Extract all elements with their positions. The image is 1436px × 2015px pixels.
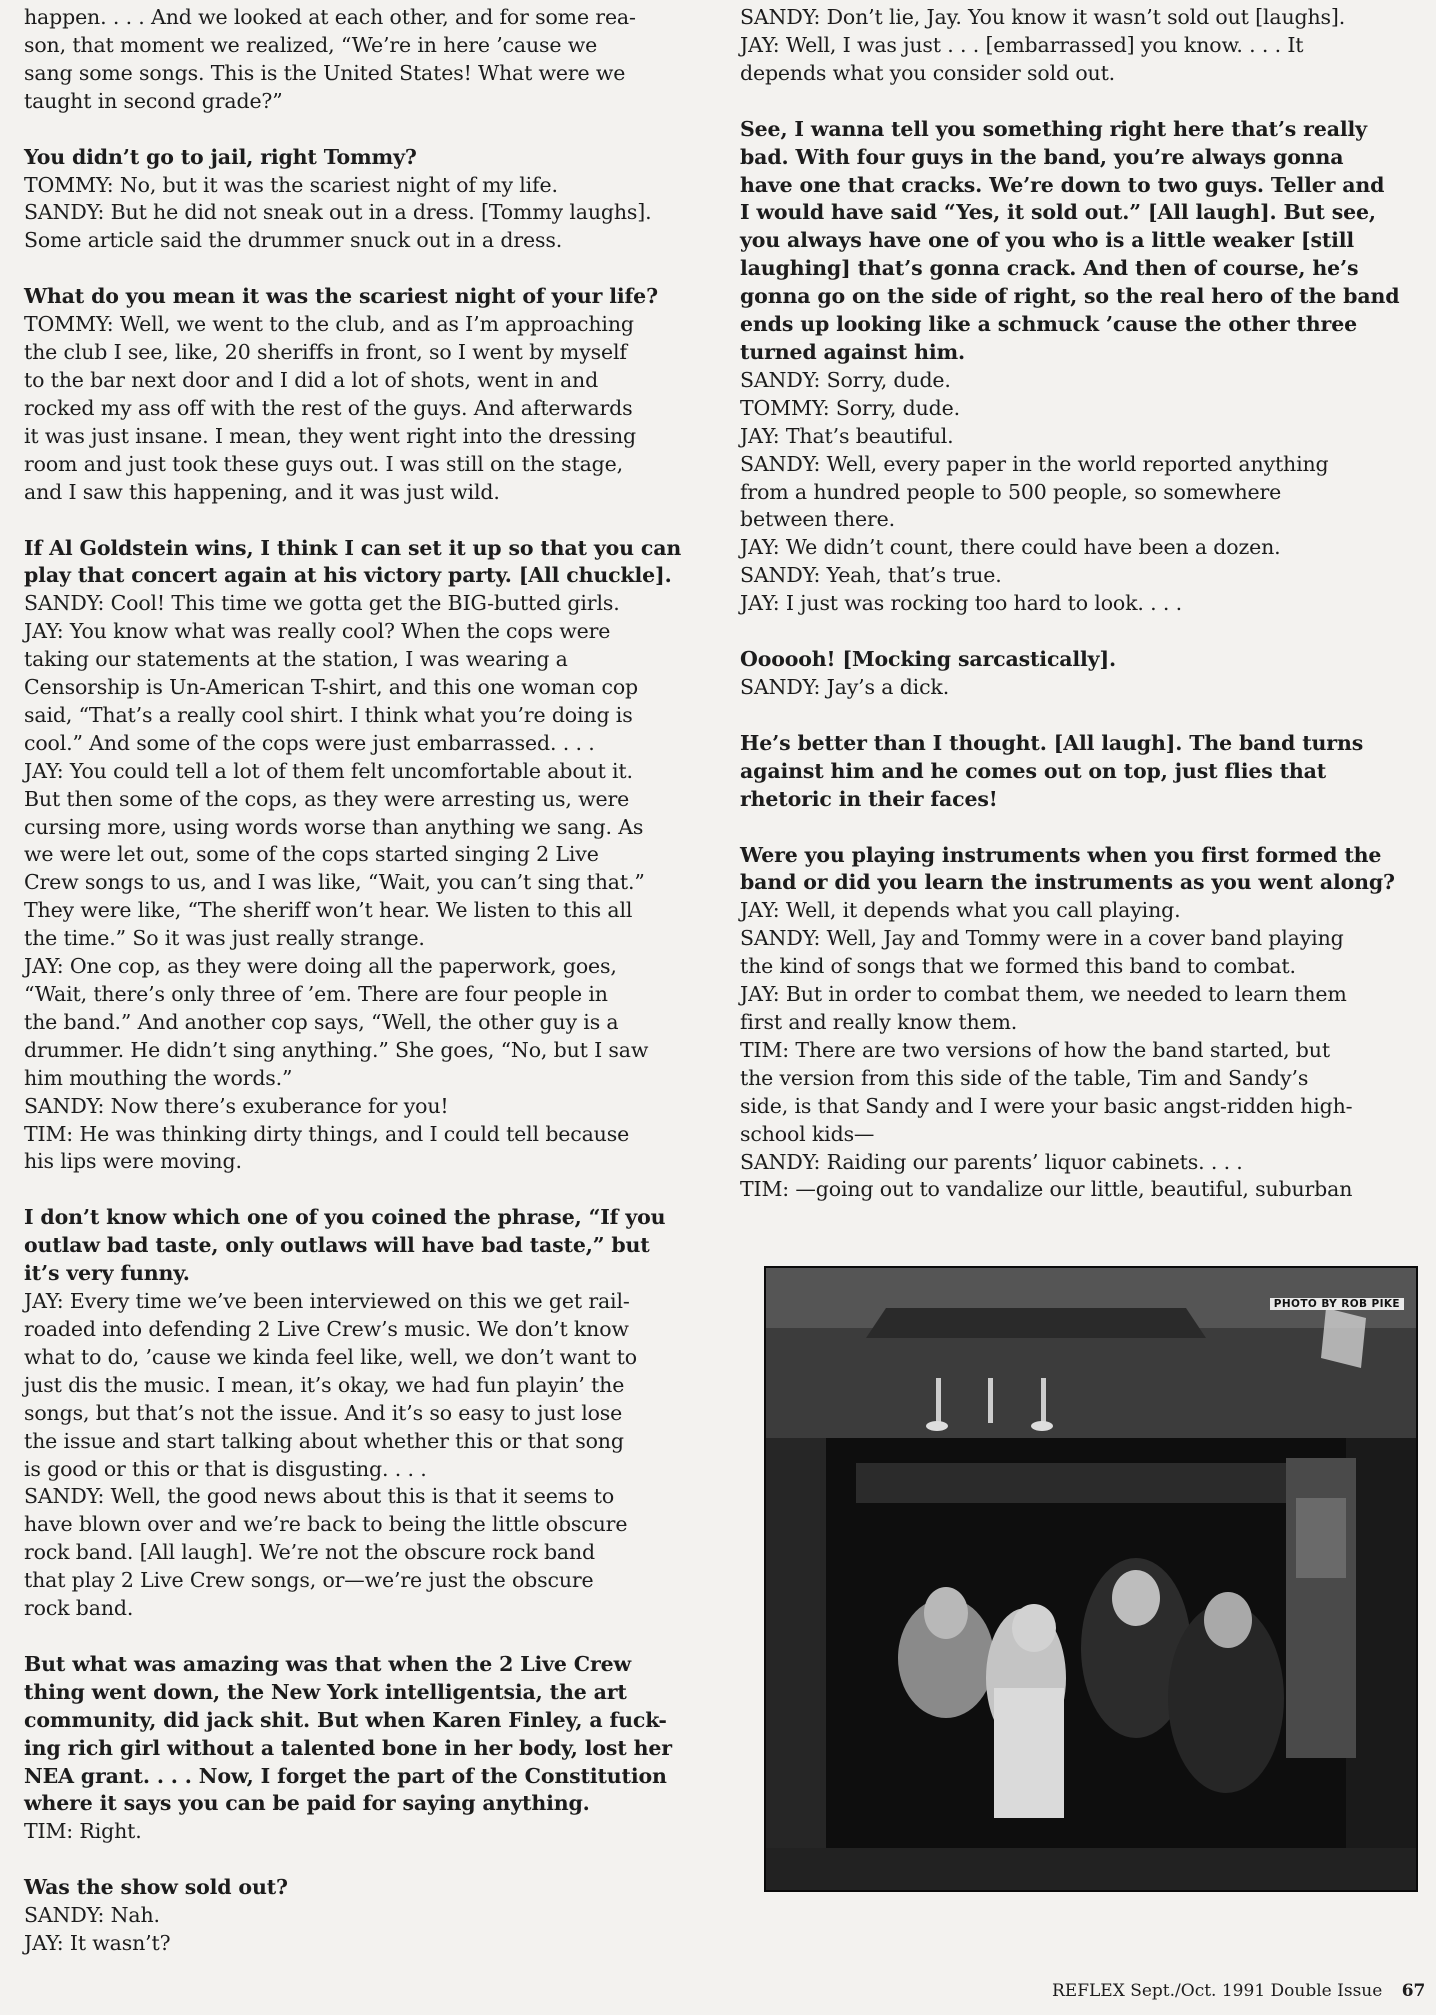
left-column <box>24 4 714 1986</box>
answer-line: between there. <box>740 507 895 532</box>
question-line: rhetoric in their faces! <box>740 786 998 811</box>
question-line: I don’t know which one of you coined the phrase, “If you <box>24 1205 666 1230</box>
answer-line: we were let out, some of the cops started singing 2 Live <box>24 842 599 867</box>
answer-line: TIM: There are two versions of how the band started, but <box>740 1037 1330 1062</box>
magazine-name: REFLEX <box>1052 1981 1125 2001</box>
answer-line: rock band. [All laugh]. We’re not the obscure rock band <box>24 1540 596 1565</box>
interview-block <box>24 1874 714 1958</box>
interview-block <box>24 144 714 256</box>
interview-block <box>740 646 1420 702</box>
question-line: What do you mean it was the scariest night of your life? <box>24 284 658 309</box>
answer-line: Censorship is Un-American T-shirt, and this one woman cop <box>24 675 639 700</box>
answer-line: JAY: But in order to combat them, we needed to learn them <box>740 982 1347 1007</box>
question-line: outlaw bad taste, only outlaws will have bad taste,” but <box>24 1233 650 1258</box>
answer-line: his lips were moving. <box>24 1149 242 1174</box>
interview-block <box>24 1651 714 1846</box>
interview-block <box>740 730 1420 814</box>
answer-line: roaded into defending 2 Live Crew’s music. We don’t know <box>24 1316 629 1341</box>
answer-line: room and just took these guys out. I was still on the stage, <box>24 451 623 476</box>
answer-line: They were like, “The sheriff won’t hear. We listen to this all <box>24 898 633 923</box>
interview-block <box>24 535 714 1177</box>
question-line: But what was amazing was that when the 2 Live Crew <box>24 1651 632 1676</box>
answer-line: TOMMY: Sorry, dude. <box>740 395 961 420</box>
answer-line: taking our statements at the station, I was wearing a <box>24 647 568 672</box>
answer-line: SANDY: Raiding our parents’ liquor cabinets. . . . <box>740 1149 1243 1174</box>
answer-line: JAY: Every time we’ve been interviewed on this we get rail- <box>24 1289 630 1314</box>
answer-line: school kids— <box>740 1121 875 1146</box>
answer-line: SANDY: Sorry, dude. <box>740 367 951 392</box>
answer-line: cool.” And some of the cops were just embarrassed. . . . <box>24 730 595 755</box>
answer-line: JAY: One cop, as they were doing all the paperwork, goes, <box>24 954 617 979</box>
interview-block <box>24 283 714 506</box>
answer-line: it was just insane. I mean, they went right into the dressing <box>24 423 636 448</box>
answer-line: the band.” And another cop says, “Well, the other guy is a <box>24 1009 619 1034</box>
page-footer <box>1052 1981 1425 2001</box>
answer-line: the time.” So it was just really strange. <box>24 926 425 951</box>
answer-line: SANDY: Cool! This time we gotta get the BIG-butted girls. <box>24 591 620 616</box>
question-line: Were you playing instruments when you first formed the <box>740 842 1382 867</box>
answer-line: TOMMY: No, but it was the scariest night of my life. <box>24 172 558 197</box>
question-line: band or did you learn the instruments as you went along? <box>740 870 1395 895</box>
answer-line: TIM: —going out to vandalize our little, beautiful, suburban <box>740 1177 1353 1202</box>
answer-line: from a hundred people to 500 people, so somewhere <box>740 479 1282 504</box>
answer-line: the version from this side of the table, Tim and Sandy’s <box>740 1065 1309 1090</box>
interview-block <box>24 1204 714 1623</box>
answer-line: just dis the music. I mean, it’s okay, we had fun playin’ the <box>24 1372 625 1397</box>
answer-line: the issue and start talking about whether this or that song <box>24 1428 624 1453</box>
question-line: If Al Goldstein wins, I think I can set it up so that you can <box>24 535 682 560</box>
question-line: Oooooh! [Mocking sarcastically]. <box>740 647 1116 672</box>
answer-line: JAY: I just was rocking too hard to look. . . . <box>740 591 1182 616</box>
question-line: gonna go on the side of right, so the real hero of the band <box>740 284 1400 309</box>
answer-line: TIM: He was thinking dirty things, and I could tell because <box>24 1121 630 1146</box>
answer-line: SANDY: Now there’s exuberance for you! <box>24 1093 449 1118</box>
answer-line: depends what you consider sold out. <box>740 60 1116 85</box>
answer-line: is good or this or that is disgusting. . . . <box>24 1456 427 1481</box>
question-line: ends up looking like a schmuck ’cause the other three <box>740 312 1357 337</box>
question-line: turned against him. <box>740 339 966 364</box>
question-line: bad. With four guys in the band, you’re always gonna <box>740 144 1344 169</box>
answer-line: first and really know them. <box>740 1010 1018 1034</box>
page-number: 67 <box>1401 1981 1426 2001</box>
photo-credit: PHOTO BY ROB PIKE <box>1270 1298 1404 1310</box>
answer-line: JAY: We didn’t count, there could have been a dozen. <box>740 535 1281 560</box>
band-photo-image <box>766 1268 1416 1890</box>
answer-line: him mouthing the words.” <box>24 1065 293 1090</box>
answer-line: Crew songs to us, and I was like, “Wait, you can’t sing that.” <box>24 870 645 895</box>
answer-line: JAY: Well, it depends what you call playing. <box>740 898 1181 923</box>
answer-line: son, that moment we realized, “We’re in here ’cause we <box>24 32 598 57</box>
answer-line: drummer. He didn’t sing anything.” She goes, “No, but I saw <box>24 1037 649 1062</box>
answer-line: Some article said the drummer snuck out in a dress. <box>24 228 563 253</box>
answer-line: rock band. <box>24 1596 134 1621</box>
question-line: ing rich girl without a talented bone in her body, lost her <box>24 1735 672 1760</box>
question-line: You didn’t go to jail, right Tommy? <box>24 144 417 169</box>
answer-line: TOMMY: Well, we went to the club, and as I’m approaching <box>24 312 634 337</box>
answer-line: and I saw this happening, and it was just wild. <box>24 479 500 504</box>
interview-block <box>740 4 1420 88</box>
right-column <box>740 4 1420 1232</box>
answer-line: SANDY: Well, every paper in the world reported anything <box>740 451 1329 476</box>
answer-line: SANDY: Yeah, that’s true. <box>740 563 1002 588</box>
answer-line: taught in second grade?” <box>24 88 283 113</box>
answer-line: But then some of the cops, as they were arresting us, were <box>24 786 630 811</box>
answer-line: “Wait, there’s only three of ’em. There are four people in <box>24 982 608 1006</box>
interview-block <box>24 4 714 116</box>
answer-line: cursing more, using words worse than anything we sang. As <box>24 814 644 839</box>
answer-line: SANDY: Well, the good news about this is that it seems to <box>24 1484 615 1509</box>
question-line: I would have said “Yes, it sold out.” [All laugh]. But see, <box>740 200 1376 225</box>
question-line: it’s very funny. <box>24 1261 190 1286</box>
answer-line: JAY: That’s beautiful. <box>740 423 954 448</box>
issue-date: Sept./Oct. 1991 Double Issue <box>1130 1981 1383 2001</box>
question-line: community, did jack shit. But when Karen Finley, a fuck- <box>24 1707 667 1732</box>
interview-block <box>740 116 1420 618</box>
question-line: laughing] that’s gonna crack. And then of course, he’s <box>740 256 1359 281</box>
answer-line: JAY: You know what was really cool? When the cops were <box>24 619 611 644</box>
answer-line: SANDY: Well, Jay and Tommy were in a cover band playing <box>740 926 1344 951</box>
answer-line: happen. . . . And we looked at each other, and for some rea- <box>24 5 636 29</box>
answer-line: what to do, ’cause we kinda feel like, well, we don’t want to <box>24 1344 637 1369</box>
answer-line: rocked my ass off with the rest of the guys. And afterwards <box>24 395 633 420</box>
question-line: play that concert again at his victory party. [All chuckle]. <box>24 563 672 588</box>
answer-line: SANDY: Jay’s a dick. <box>740 674 950 699</box>
answer-line: have blown over and we’re back to being the little obscure <box>24 1512 628 1537</box>
answer-line: said, “That’s a really cool shirt. I think what you’re doing is <box>24 702 633 727</box>
answer-line: SANDY: But he did not sneak out in a dress. [Tommy laughs]. <box>24 200 652 225</box>
answer-line: SANDY: Don’t lie, Jay. You know it wasn’t sold out [laughs]. <box>740 5 1346 29</box>
answer-line: SANDY: Nah. <box>24 1903 160 1928</box>
interview-block <box>740 842 1420 1205</box>
question-line: where it says you can be paid for saying anything. <box>24 1791 590 1816</box>
question-line: you always have one of you who is a little weaker [still <box>740 228 1355 253</box>
answer-line: that play 2 Live Crew songs, or—we’re just the obscure <box>24 1568 594 1593</box>
question-line: thing went down, the New York intelligentsia, the art <box>24 1679 627 1704</box>
question-line: Was the show sold out? <box>24 1875 288 1900</box>
answer-line: the kind of songs that we formed this band to combat. <box>740 954 1296 979</box>
answer-line: JAY: It wasn’t? <box>24 1931 171 1956</box>
answer-line: side, is that Sandy and I were your basic angst-ridden high- <box>740 1093 1353 1118</box>
answer-line: TIM: Right. <box>24 1819 142 1844</box>
answer-line: sang some songs. This is the United States! What were we <box>24 60 626 85</box>
question-line: See, I wanna tell you something right here that’s really <box>740 116 1367 141</box>
band-photo <box>764 1266 1418 1892</box>
answer-line: the club I see, like, 20 sheriffs in front, so I went by myself <box>24 340 627 365</box>
question-line: NEA grant. . . . Now, I forget the part of the Constitution <box>24 1763 667 1788</box>
answer-line: to the bar next door and I did a lot of shots, went in and <box>24 367 599 392</box>
question-line: He’s better than I thought. [All laugh]. The band turns <box>740 730 1364 755</box>
question-line: against him and he comes out on top, just flies that <box>740 758 1327 783</box>
answer-line: JAY: Well, I was just . . . [embarrassed] you know. . . . It <box>740 32 1304 57</box>
question-line: have one that cracks. We’re down to two guys. Teller and <box>740 172 1385 197</box>
answer-line: JAY: You could tell a lot of them felt uncomfortable about it. <box>24 758 633 783</box>
answer-line: songs, but that’s not the issue. And it’s so easy to just lose <box>24 1400 623 1425</box>
